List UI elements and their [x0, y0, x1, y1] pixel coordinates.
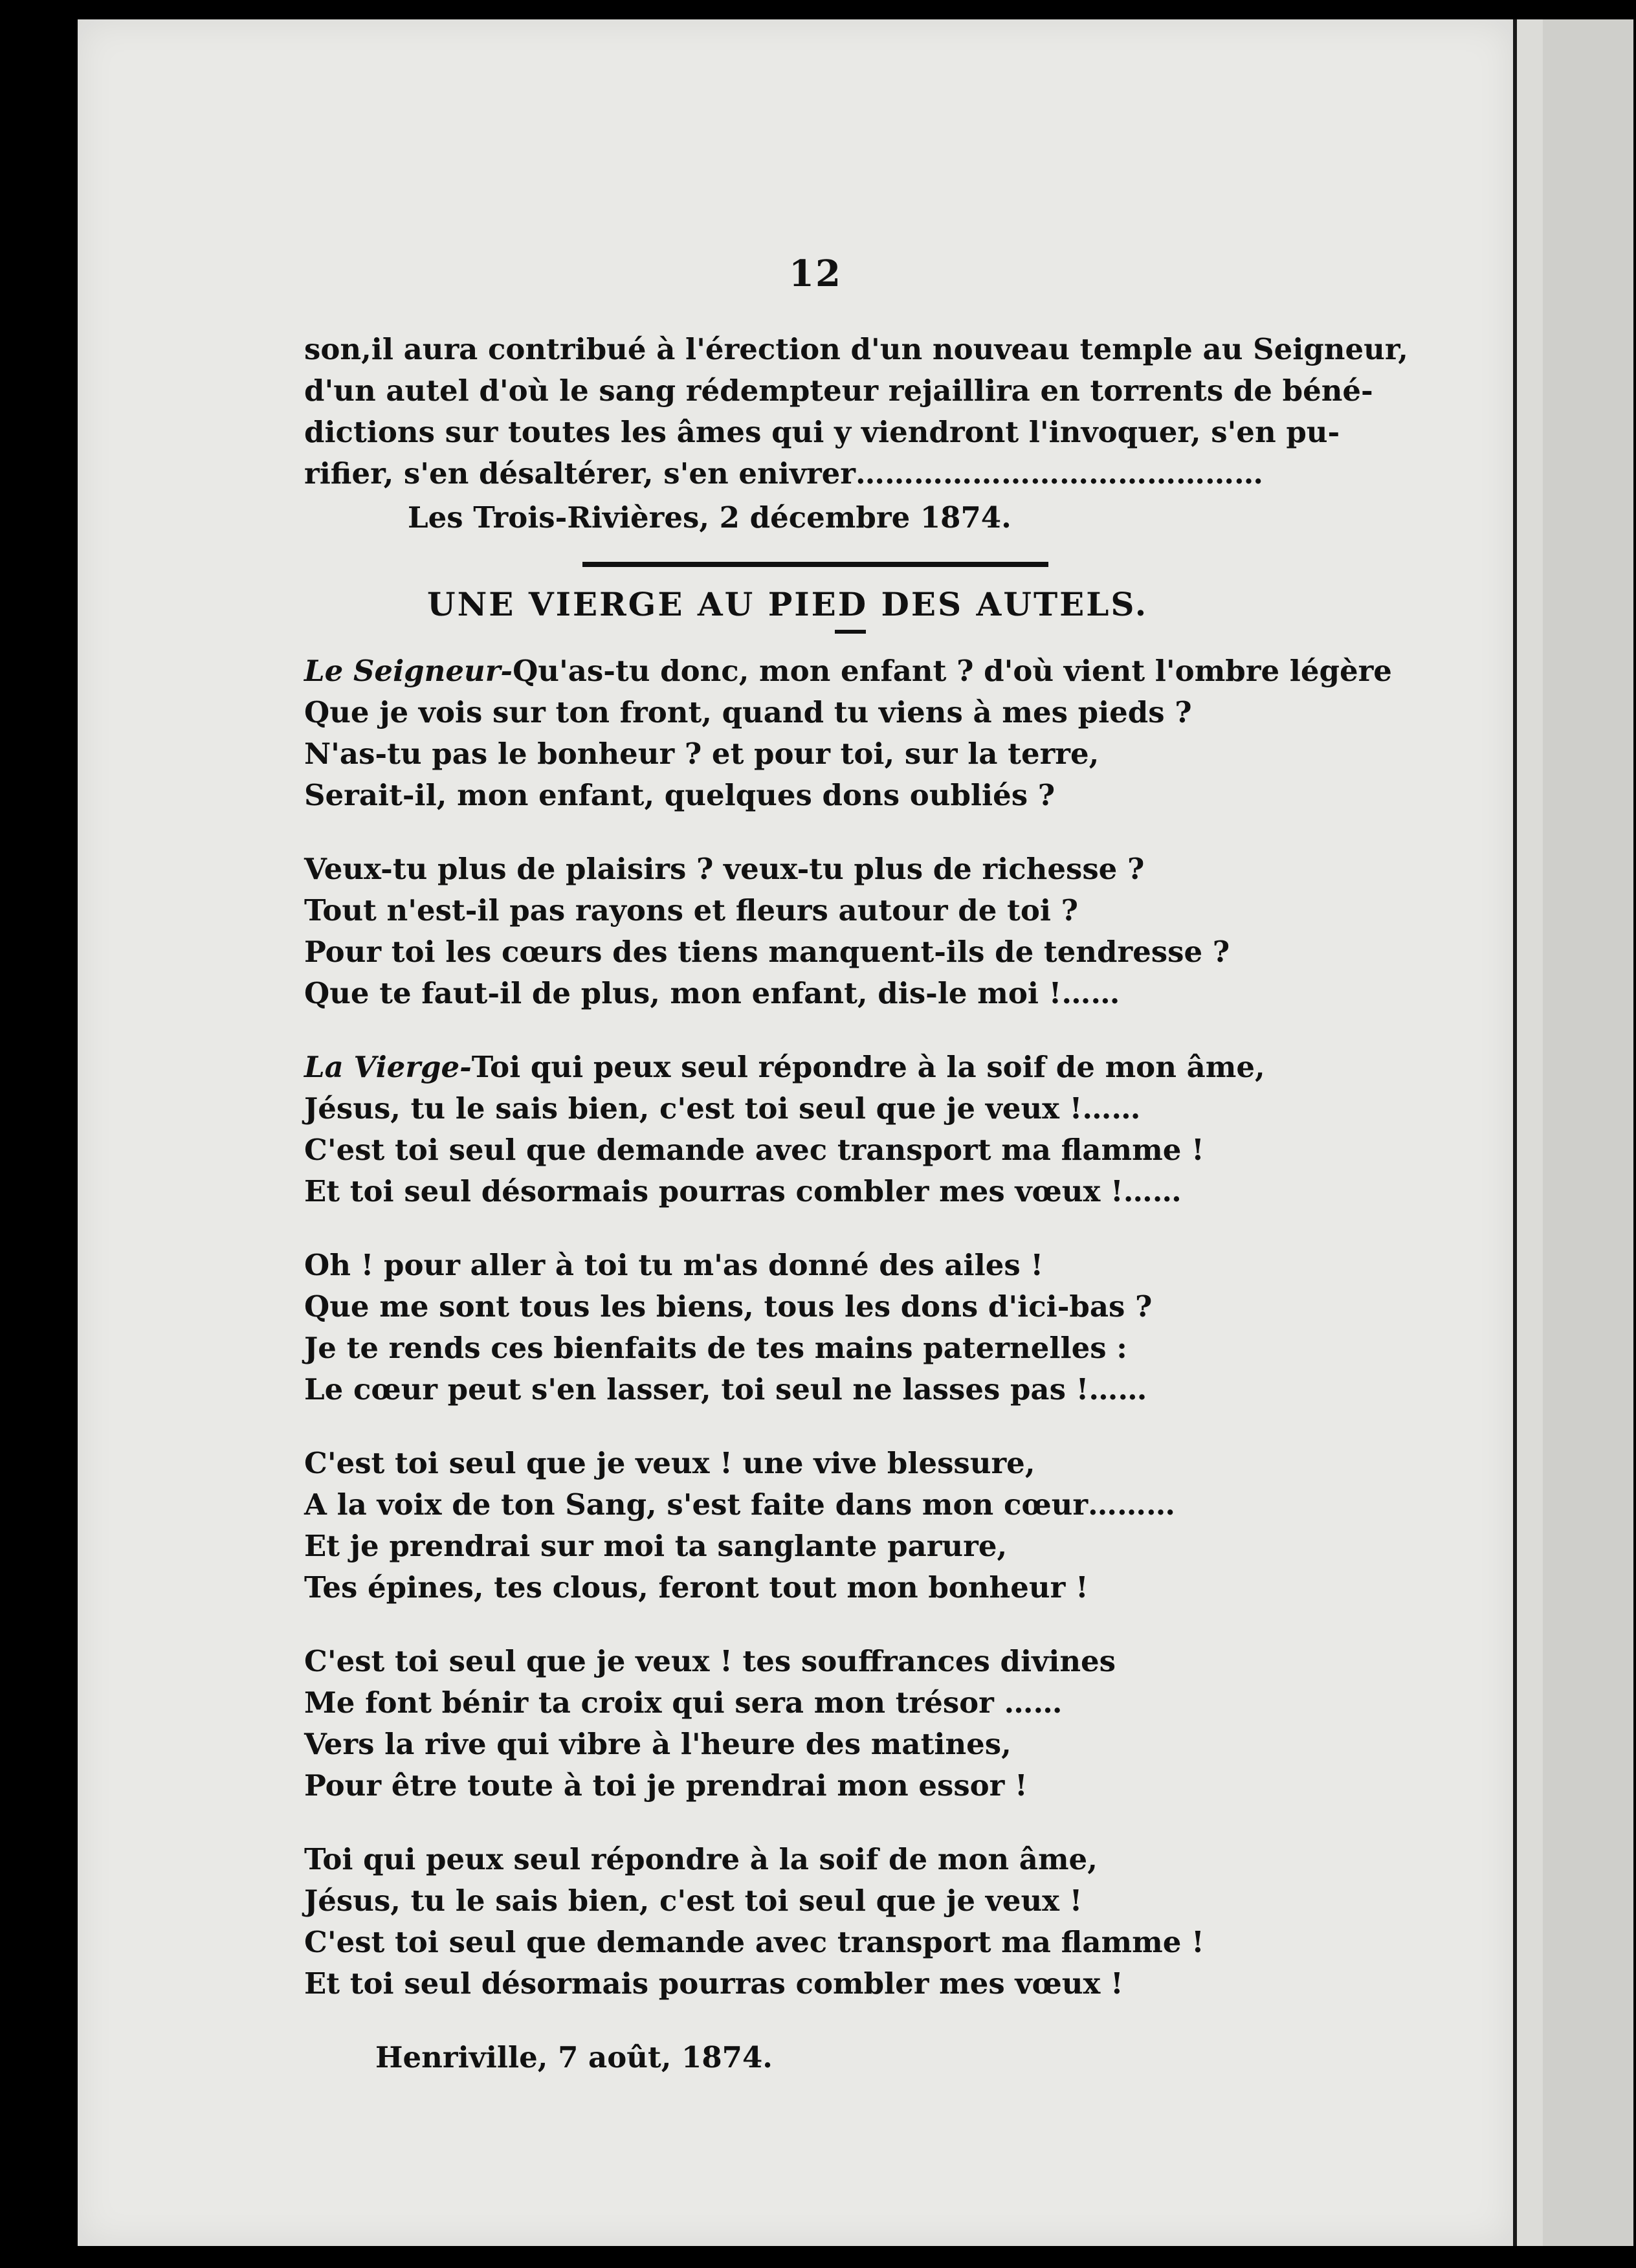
poem-verse [304, 1839, 1327, 1880]
verse-text: Serait-il, mon enfant, quelques dons oubliés ? [304, 778, 1056, 812]
poem-verse [304, 1088, 1327, 1129]
poem [304, 650, 1392, 2005]
verse-text: Tout n'est-il pas rayons et fleurs autour de toi ? [304, 893, 1078, 928]
verse-text: Qu'as-tu donc, mon enfant ? d'où vient l'ombre légère [513, 654, 1392, 688]
poem-verse [304, 1171, 1327, 1212]
poem-verse [304, 1328, 1327, 1369]
poem-verse [304, 931, 1327, 973]
verse-text: Vers la rive qui vibre à l'heure des matines, [304, 1727, 1011, 1761]
poem-verse [304, 1245, 1327, 1286]
poem-verse [304, 1641, 1327, 1682]
adjacent-page-strip [1543, 19, 1633, 2246]
verse-text: Toi qui peux seul répondre à la soif de mon âme, [471, 1050, 1265, 1084]
signature-place-date: Henriville, 7 août, 1874. [375, 2040, 773, 2074]
verse-text: C'est toi seul que je veux ! tes souffrances divines [304, 1644, 1116, 1678]
prose-line: dictions sur toutes les âmes qui y viendront l'invoquer, s'en pu- [304, 415, 1340, 449]
text-column [304, 252, 1408, 2078]
poem-verse [304, 1880, 1327, 1922]
verse-text: Pour être toute à toi je prendrai mon essor ! [304, 1768, 1028, 1803]
poem-verse [304, 973, 1327, 1014]
verse-text: N'as-tu pas le bonheur ? et pour toi, sur la terre, [304, 737, 1100, 771]
poem-stanza [304, 849, 1327, 1014]
verse-text: Et toi seul désormais pourras combler mes vœux !…… [304, 1174, 1182, 1208]
poem-verse [304, 1129, 1327, 1171]
verse-text: Que me sont tous les biens, tous les dons d'ici-bas ? [304, 1289, 1153, 1324]
verse-text: Me font bénir ta croix qui sera mon trésor …… [304, 1685, 1063, 1720]
poem-verse [304, 1765, 1327, 1807]
poem-verse [304, 1682, 1327, 1724]
poem-verse [304, 775, 1327, 816]
poem-verse [304, 1484, 1327, 1526]
poem-verse [304, 1047, 1327, 1088]
poem-verse [304, 650, 1392, 692]
speaker-label: La Vierge- [304, 1050, 472, 1084]
verse-text: Tes épines, tes clous, feront tout mon bonheur ! [304, 1570, 1089, 1605]
place-date-line: Les Trois-Rivières, 2 décembre 1874. [408, 500, 1011, 535]
poem-verse [304, 1286, 1327, 1328]
verse-text: Toi qui peux seul répondre à la soif de mon âme, [304, 1842, 1098, 1876]
poem-verse [304, 849, 1327, 890]
poem-verse [304, 1963, 1327, 2005]
verse-text: C'est toi seul que je veux ! une vive blessure, [304, 1446, 1035, 1480]
prose-line: son,il aura contribué à l'érection d'un nouveau temple au Seigneur, [304, 332, 1408, 366]
poem-stanza [304, 1839, 1327, 2005]
verse-text: Pour toi les cœurs des tiens manquent-ils de tendresse ? [304, 935, 1230, 969]
verse-text: Veux-tu plus de plaisirs ? veux-tu plus de richesse ? [304, 852, 1145, 886]
poem-verse [304, 1567, 1327, 1608]
verse-text: Que te faut-il de plus, mon enfant, dis-le moi !…… [304, 976, 1120, 1010]
prose-line: d'un autel d'où le sang rédempteur rejaillira en torrents de béné- [304, 373, 1373, 408]
prose-paragraph [304, 329, 1408, 495]
poem-verse [304, 890, 1327, 931]
poem-verse [304, 692, 1327, 733]
poem-stanza [304, 1641, 1327, 1807]
verse-text: Que je vois sur ton front, quand tu viens à mes pieds ? [304, 695, 1192, 729]
verse-text: Je te rends ces bienfaits de tes mains paternelles : [304, 1331, 1127, 1365]
poem-stanza [304, 1047, 1327, 1212]
verse-text: C'est toi seul que demande avec transport ma flamme ! [304, 1133, 1204, 1167]
verse-text: Oh ! pour aller à toi tu m'as donné des ailes ! [304, 1248, 1044, 1282]
poem-verse [304, 1369, 1327, 1410]
verse-text: Jésus, tu le sais bien, c'est toi seul que je veux ! [304, 1884, 1083, 1918]
prose-line: rifier, s'en désaltérer, s'en enivrer…………………………………… [304, 456, 1264, 491]
poem-stanza [304, 1443, 1327, 1608]
verse-text: Le cœur peut s'en lasser, toi seul ne lasses pas !…… [304, 1372, 1147, 1406]
poem-verse [304, 1724, 1327, 1765]
verse-text: Et toi seul désormais pourras combler mes vœux ! [304, 1966, 1123, 2001]
poem-verse [304, 1526, 1327, 1567]
speaker-label: Le Seigneur- [304, 654, 513, 688]
poem-stanza [304, 1245, 1327, 1410]
section-divider [582, 562, 1048, 567]
poem-stanza [304, 650, 1392, 816]
title-dash [835, 630, 866, 634]
page-number: 12 [789, 252, 842, 295]
poem-verse [304, 1922, 1327, 1963]
verse-text: A la voix de ton Sang, s'est faite dans mon cœur……… [304, 1487, 1176, 1522]
poem-verse [304, 733, 1327, 775]
verse-text: Et je prendrai sur moi ta sanglante parure, [304, 1529, 1008, 1563]
poem-verse [304, 1443, 1327, 1484]
verse-text: Jésus, tu le sais bien, c'est toi seul que je veux !…… [304, 1091, 1141, 1126]
poem-title: UNE VIERGE AU PIED DES AUTELS. [427, 585, 1149, 623]
verse-text: C'est toi seul que demande avec transport ma flamme ! [304, 1925, 1204, 1959]
page-edge [1513, 19, 1543, 2246]
